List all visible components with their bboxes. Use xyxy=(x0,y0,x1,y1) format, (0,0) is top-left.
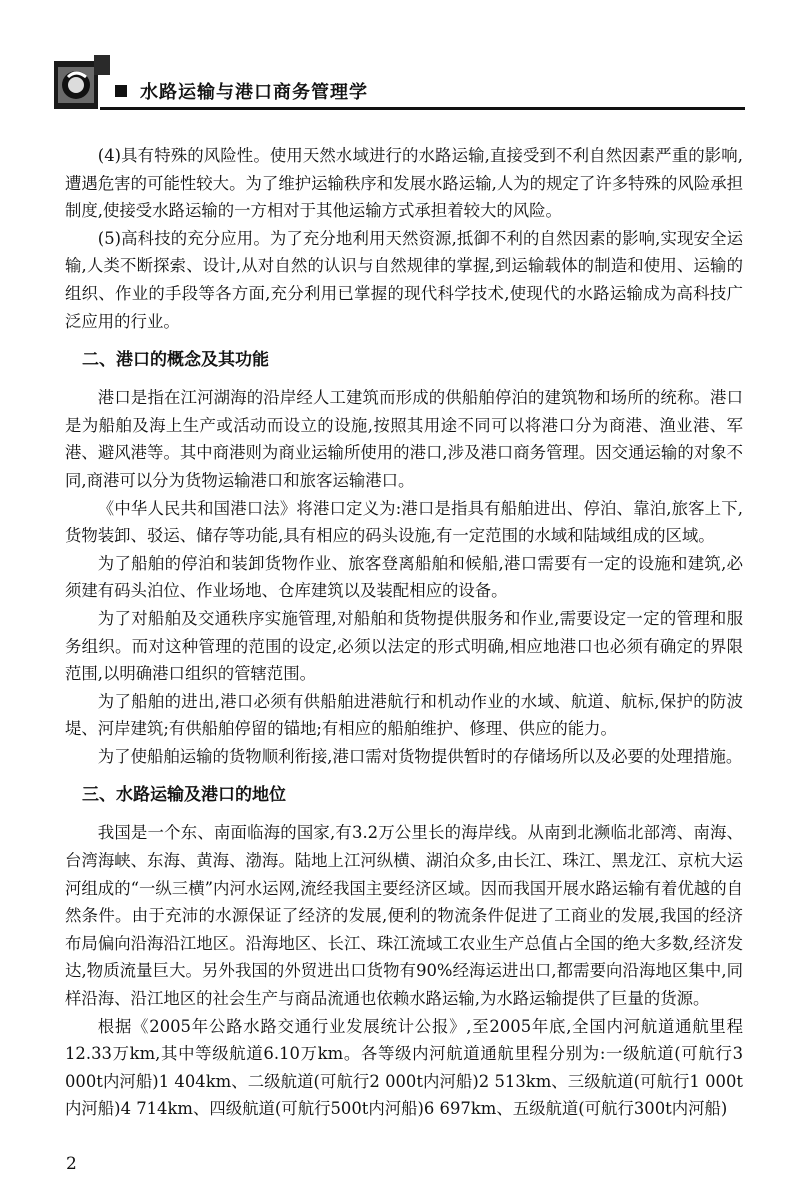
paragraph: 为了船舶的进出,港口必须有供船舶进港航行和机动作业的水域、航道、航标,保护的防波堤、河岸建筑;有供船舶停留的锚地;有相应的船舶维护、修理、供应的能力。 xyxy=(65,691,743,739)
section-heading: 二、港口的概念及其功能 xyxy=(82,350,269,371)
book-logo-icon xyxy=(54,55,110,113)
paragraph: 根据《2005年公路水路交通行业发展统计公报》,至2005年底,全国内河航道通航里程12.33万km,其中等级航道6.10万km。各等级内河航道通航里程分别为:一级航道(可航行3 000t内河船)1 404km、二级航道(可航行2 000t内河船)2 513km、三级航道(可航行1 000t内河船)4 714km、四级航道(可航行500t内河船)6 697km、五级航道(可航行300t内河船) xyxy=(65,1016,743,1119)
page-body xyxy=(65,142,743,1123)
paragraph: (5)高科技的充分应用。为了充分地利用天然资源,抵御不利的自然因素的影响,实现安全运输,人类不断探索、设计,从对自然的认识与自然规律的掌握,到运输载体的制造和使用、运输的组织、作业的手段等各方面,充分利用已掌握的现代科学技术,使现代的水路运输成为高科技广泛应用的行业。 xyxy=(65,228,743,331)
header-rule xyxy=(100,107,745,110)
section-heading: 三、水路运输及港口的地位 xyxy=(82,785,286,806)
paragraph: 我国是一个东、南面临海的国家,有3.2万公里长的海岸线。从南到北濒临北部湾、南海、台湾海峡、东海、黄海、渤海。陆地上江河纵横、湖泊众多,由长江、珠江、黑龙江、京杭大运河组成的“一纵三横”内河水运网,流经我国主要经济区域。因而我国开展水路运输有着优越的自然条件。由于充沛的水源保证了经济的发展,便利的物流条件促进了工商业的发展,我国的经济布局偏向沿海沿江地区。沿海地区、长江、珠江流域工农业生产总值占全国的绝大多数,经济发达,物质流量巨大。另外我国的外贸进出口货物有90%经海运进出口,都需要向沿海地区集中,同样沿海、沿江地区的社会生产与商品流通也依赖水路运输,为水路运输提供了巨量的货源。 xyxy=(65,823,743,1009)
running-header xyxy=(0,55,790,125)
paragraph: 港口是指在江河湖海的沿岸经人工建筑而形成的供船舶停泊的建筑物和场所的统称。港口是为船舶及海上生产或活动而设立的设施,按照其用途不同可以将港口分为商港、渔业港、军港、避风港等。其中商港则为商业运输所使用的港口,涉及港口商务管理。因交通运输的对象不同,商港可以分为货物运输港口和旅客运输港口。 xyxy=(65,388,743,490)
paragraph: 为了使船舶运输的货物顺利衔接,港口需对货物提供暂时的存储场所以及必要的处理措施。 xyxy=(97,746,743,766)
header-title: 水路运输与港口商务管理学 xyxy=(140,82,368,103)
paragraph: 《中华人民共和国港口法》将港口定义为:港口是指具有船舶进出、停泊、靠泊,旅客上下,货物装卸、驳运、储存等功能,具有相应的码头设施,有一定范围的水域和陆域组成的区域。 xyxy=(65,498,743,546)
paragraph: (4)具有特殊的风险性。使用天然水域进行的水路运输,直接受到不利自然因素严重的影响,遭遇危害的可能性较大。为了维护运输秩序和发展水路运输,人为的规定了许多特殊的风险承担制度,使接受水路运输的一方相对于其他运输方式承担着较大的风险。 xyxy=(65,146,743,221)
page-number: 2 xyxy=(66,1154,77,1174)
paragraph: 为了船舶的停泊和装卸货物作业、旅客登离船舶和候船,港口需要有一定的设施和建筑,必须建有码头泊位、作业场地、仓库建筑以及装配相应的设备。 xyxy=(65,553,743,601)
paragraph: 为了对船舶及交通秩序实施管理,对船舶和货物提供服务和作业,需要设定一定的管理和服务组织。而对这种管理的范围的设定,必须以法定的形式明确,相应地港口也必须有确定的界限范围,以明确港口组织的管辖范围。 xyxy=(65,608,743,684)
header-bullet xyxy=(115,85,127,97)
